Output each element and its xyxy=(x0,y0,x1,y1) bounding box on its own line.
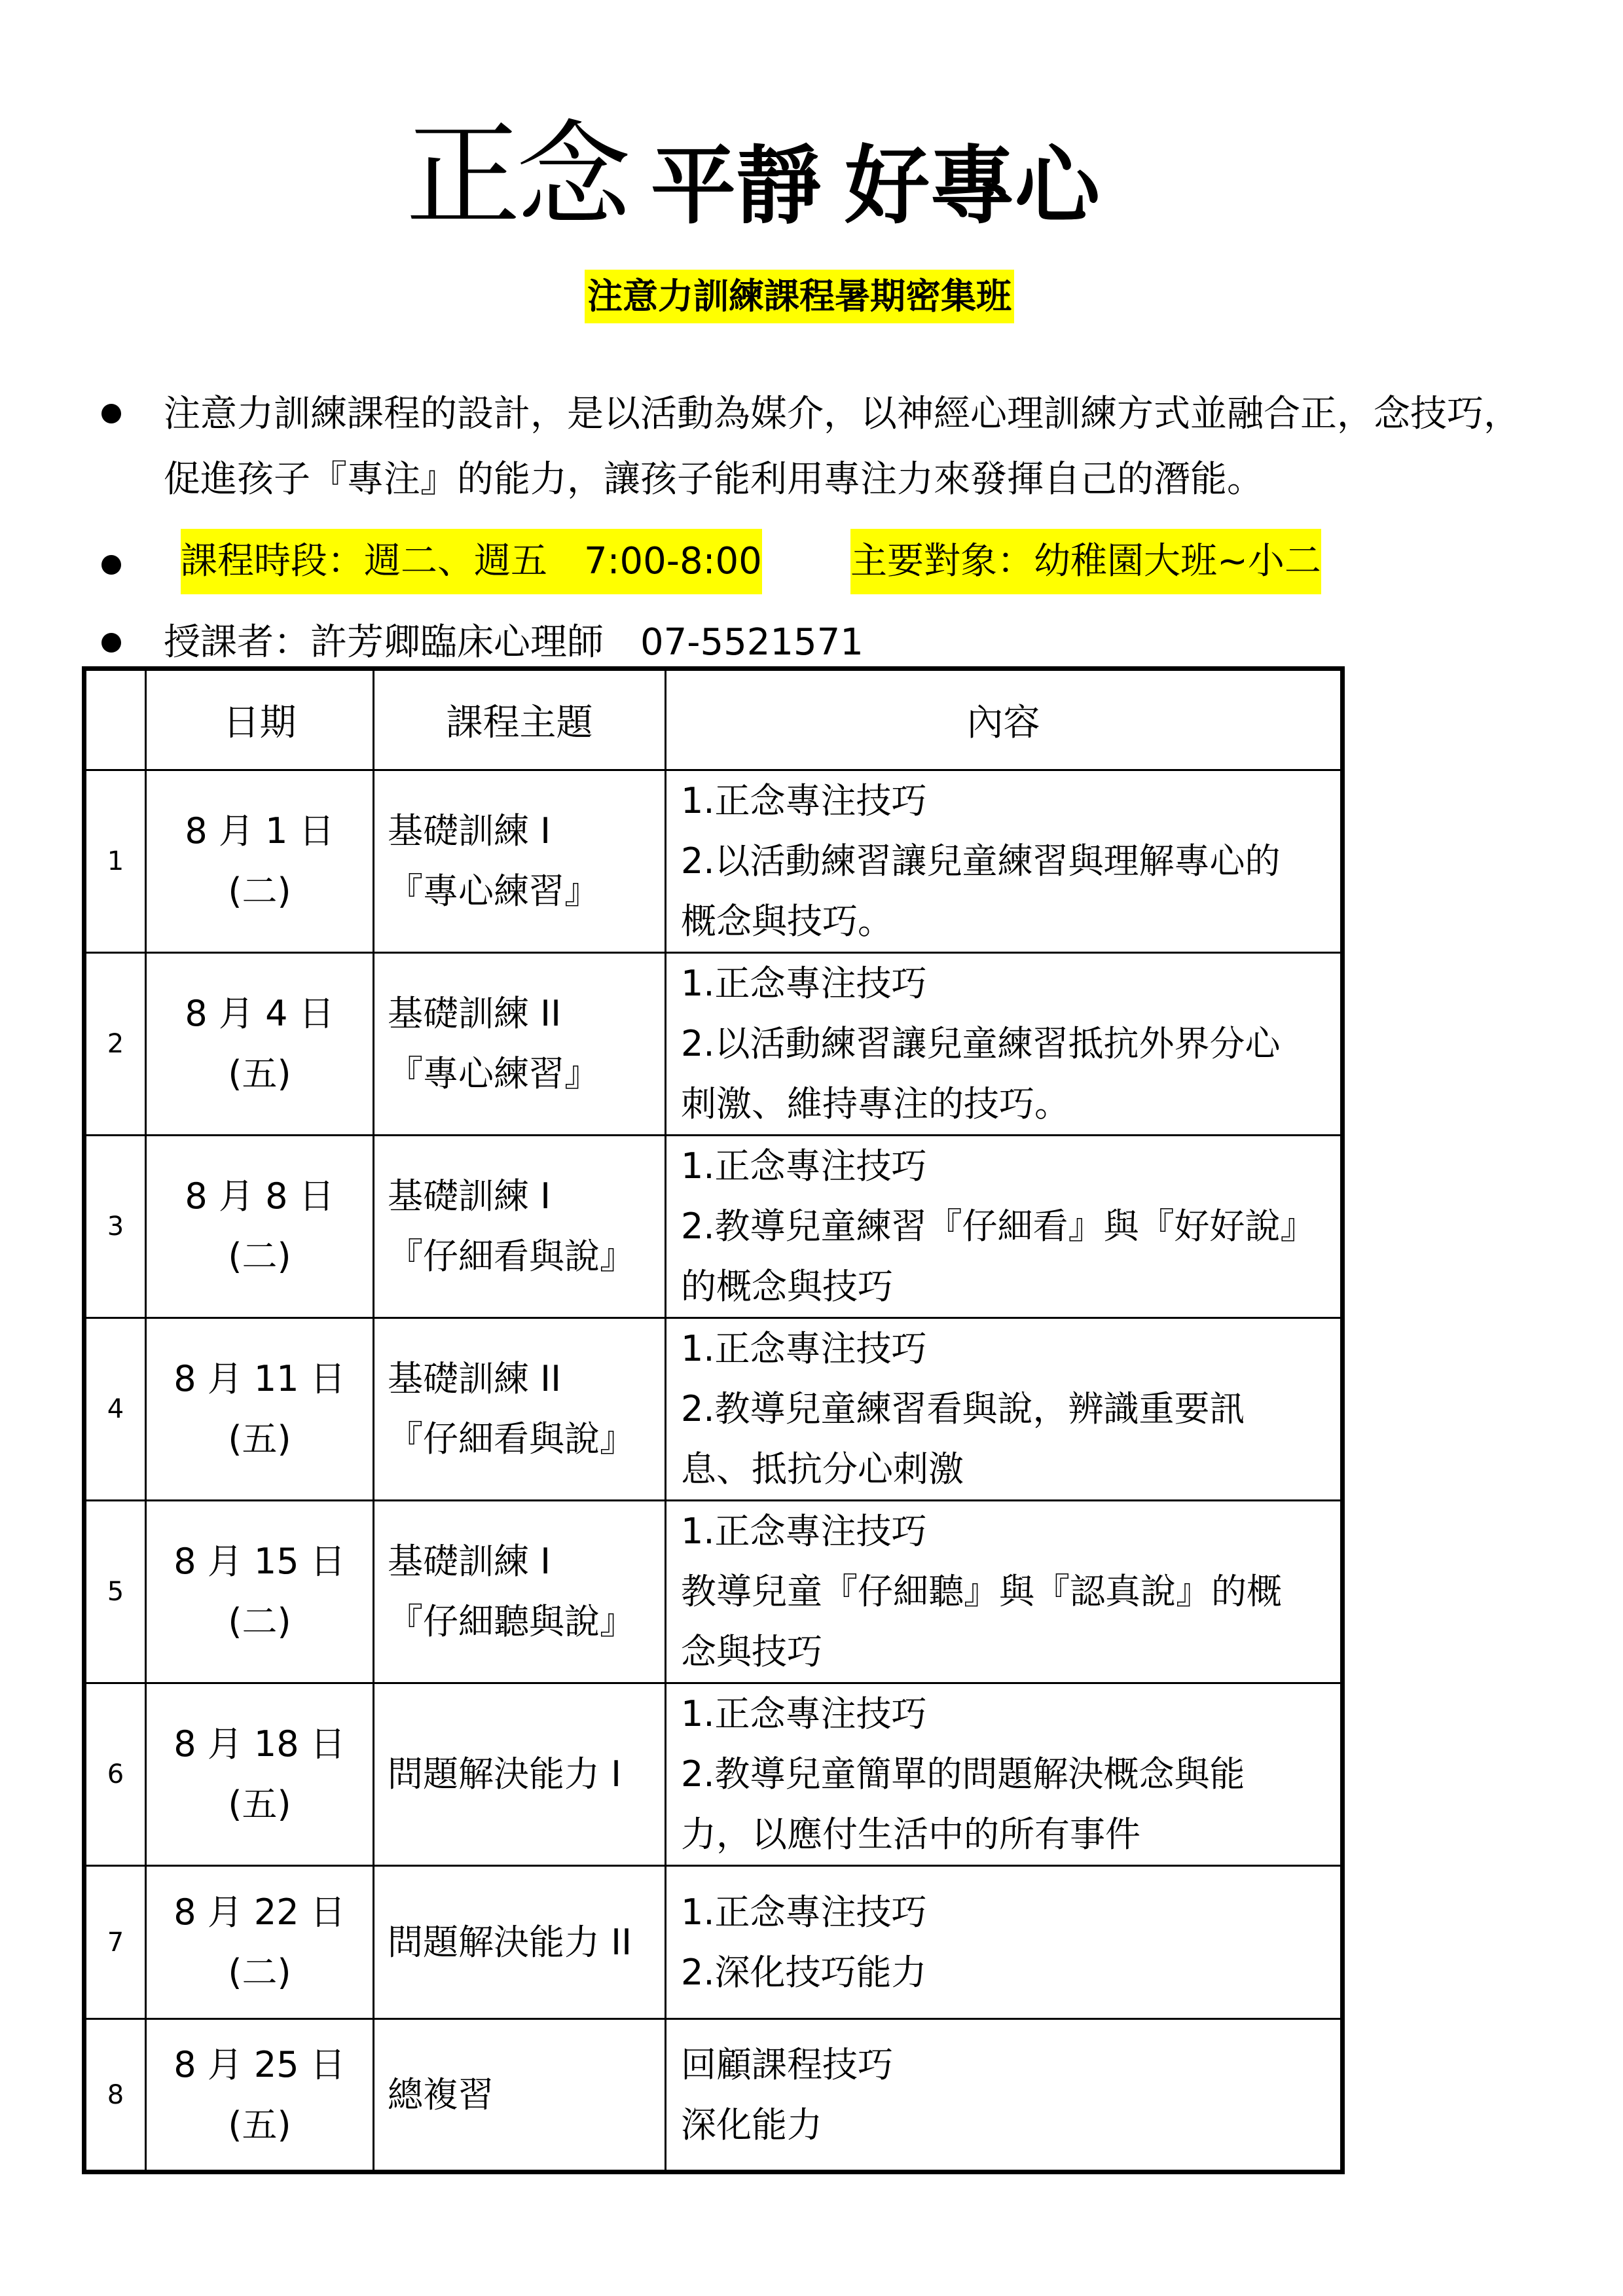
topic-text: 基礎訓練 I xyxy=(388,1175,551,1217)
header-index xyxy=(84,669,146,770)
row-content xyxy=(666,1501,1343,1683)
content-line: 2.以活動練習讓兒童練習與理解專心的 xyxy=(681,840,1281,882)
content-line: 2.深化技巧能力 xyxy=(681,1951,927,1993)
topic-subtitle: 『仔細聽與說』 xyxy=(388,1601,635,1642)
row-date xyxy=(146,1318,374,1501)
bullet-icon xyxy=(101,404,121,423)
row-content xyxy=(666,2019,1343,2172)
topic-text: 總複習 xyxy=(388,2073,494,2115)
weekday-text: (二) xyxy=(228,1951,291,1993)
bullet-icon xyxy=(101,633,121,653)
row-number: 5 xyxy=(84,1501,146,1683)
table-row xyxy=(84,1136,1343,1318)
date-text: 8 月 18 日 xyxy=(173,1723,346,1765)
row-content xyxy=(666,770,1343,953)
row-number: 1 xyxy=(84,770,146,953)
topic-subtitle: 『仔細看與說』 xyxy=(388,1418,635,1460)
table-row xyxy=(84,770,1343,953)
weekday-text: (二) xyxy=(228,1601,291,1642)
row-topic xyxy=(374,953,666,1136)
date-text: 8 月 4 日 xyxy=(185,993,335,1034)
content-line: 1.正念專注技巧 xyxy=(681,963,927,1004)
content-line: 1.正念專注技巧 xyxy=(681,1328,927,1369)
intro-line-2: 促進孩子『專注』的能力，讓孩子能利用專注力來發揮自己的潛能。 xyxy=(164,458,1264,501)
title-part-3: 好專心 xyxy=(845,135,1101,236)
topic-text: 基礎訓練 I xyxy=(388,1541,551,1582)
content-line: 刺激、維持專注的技巧。 xyxy=(681,1083,1070,1124)
table-row xyxy=(84,2019,1343,2172)
schedule-time: 課程時段：週二、週五 7:00-8:00 xyxy=(181,529,762,594)
row-date xyxy=(146,2019,374,2172)
row-date xyxy=(146,770,374,953)
date-text: 8 月 8 日 xyxy=(185,1175,335,1217)
schedule-table xyxy=(82,666,1345,2174)
subtitle: 注意力訓練課程暑期密集班 xyxy=(585,270,1014,323)
content-line: 2.教導兒童練習『仔細看』與『好好說』 xyxy=(681,1206,1316,1247)
topic-subtitle: 『仔細看與說』 xyxy=(388,1236,635,1277)
row-number: 4 xyxy=(84,1318,146,1501)
content-line: 力，以應付生活中的所有事件 xyxy=(681,1814,1140,1855)
content-line: 2.以活動練習讓兒童練習抵抗外界分心 xyxy=(681,1023,1281,1064)
row-date xyxy=(146,953,374,1136)
table-row xyxy=(84,1318,1343,1501)
table-row xyxy=(84,953,1343,1136)
row-number: 7 xyxy=(84,1866,146,2019)
content-line: 概念與技巧。 xyxy=(681,901,893,942)
row-date xyxy=(146,1136,374,1318)
topic-text: 基礎訓練 II xyxy=(388,1358,562,1399)
row-number: 3 xyxy=(84,1136,146,1318)
content-line: 1.正念專注技巧 xyxy=(681,1891,927,1933)
content-line: 念與技巧 xyxy=(681,1631,822,1672)
row-number: 6 xyxy=(84,1683,146,1866)
weekday-text: (二) xyxy=(228,1236,291,1277)
topic-text: 基礎訓練 II xyxy=(388,993,562,1034)
content-line: 1.正念專注技巧 xyxy=(681,780,927,821)
row-content xyxy=(666,953,1343,1136)
instructor-info: 授課者：許芳卿臨床心理師 07-5521571 xyxy=(164,621,864,664)
row-content xyxy=(666,1136,1343,1318)
weekday-text: (五) xyxy=(228,2104,291,2145)
topic-subtitle: 『專心練習』 xyxy=(388,870,600,912)
row-topic xyxy=(374,2019,666,2172)
content-line: 2.教導兒童簡單的問題解決概念與能 xyxy=(681,1753,1245,1795)
header-topic: 課程主題 xyxy=(374,669,666,770)
content-line: 1.正念專注技巧 xyxy=(681,1145,927,1187)
content-line: 1.正念專注技巧 xyxy=(681,1693,927,1734)
content-line: 息、抵抗分心刺激 xyxy=(681,1448,964,1490)
topic-subtitle: 『專心練習』 xyxy=(388,1053,600,1094)
row-number: 8 xyxy=(84,2019,146,2172)
content-line: 的概念與技巧 xyxy=(681,1266,893,1307)
content-line: 深化能力 xyxy=(681,2104,822,2145)
row-topic xyxy=(374,1136,666,1318)
content-line: 2.教導兒童練習看與說，辨識重要訊 xyxy=(681,1388,1245,1429)
row-number: 2 xyxy=(84,953,146,1136)
table-row xyxy=(84,1866,1343,2019)
intro-line-1: 注意力訓練課程的設計，是以活動為媒介，以神經心理訓練方式並融合正，念技巧， xyxy=(164,393,1520,435)
row-content xyxy=(666,1866,1343,2019)
weekday-text: (五) xyxy=(228,1053,291,1094)
content-line: 教導兒童『仔細聽』與『認真說』的概 xyxy=(681,1571,1282,1612)
date-text: 8 月 15 日 xyxy=(173,1541,346,1582)
date-text: 8 月 25 日 xyxy=(173,2043,346,2085)
table-row xyxy=(84,1501,1343,1683)
row-topic xyxy=(374,1501,666,1683)
date-text: 8 月 1 日 xyxy=(185,810,335,852)
header-content: 內容 xyxy=(666,669,1343,770)
row-topic xyxy=(374,770,666,953)
topic-text: 問題解決能力 II xyxy=(388,1921,632,1963)
table-header-row xyxy=(84,669,1343,770)
row-topic xyxy=(374,1866,666,2019)
page-title xyxy=(406,111,1192,242)
row-date xyxy=(146,1501,374,1683)
topic-text: 問題解決能力 I xyxy=(388,1753,622,1795)
row-content xyxy=(666,1683,1343,1866)
date-text: 8 月 22 日 xyxy=(173,1891,346,1933)
title-part-2: 平靜 xyxy=(651,135,822,236)
weekday-text: (二) xyxy=(228,870,291,912)
header-date: 日期 xyxy=(146,669,374,770)
weekday-text: (五) xyxy=(228,1418,291,1460)
row-date xyxy=(146,1866,374,2019)
content-line: 回顧課程技巧 xyxy=(681,2043,893,2085)
title-part-1: 正念 xyxy=(406,110,627,243)
row-content xyxy=(666,1318,1343,1501)
date-text: 8 月 11 日 xyxy=(173,1358,346,1399)
table-row xyxy=(84,1683,1343,1866)
row-date xyxy=(146,1683,374,1866)
topic-text: 基礎訓練 I xyxy=(388,810,551,852)
bullet-icon xyxy=(101,555,121,575)
row-topic xyxy=(374,1683,666,1866)
row-topic xyxy=(374,1318,666,1501)
content-line: 1.正念專注技巧 xyxy=(681,1511,927,1552)
weekday-text: (五) xyxy=(228,1784,291,1825)
target-audience: 主要對象：幼稚園大班~小二 xyxy=(850,529,1321,594)
